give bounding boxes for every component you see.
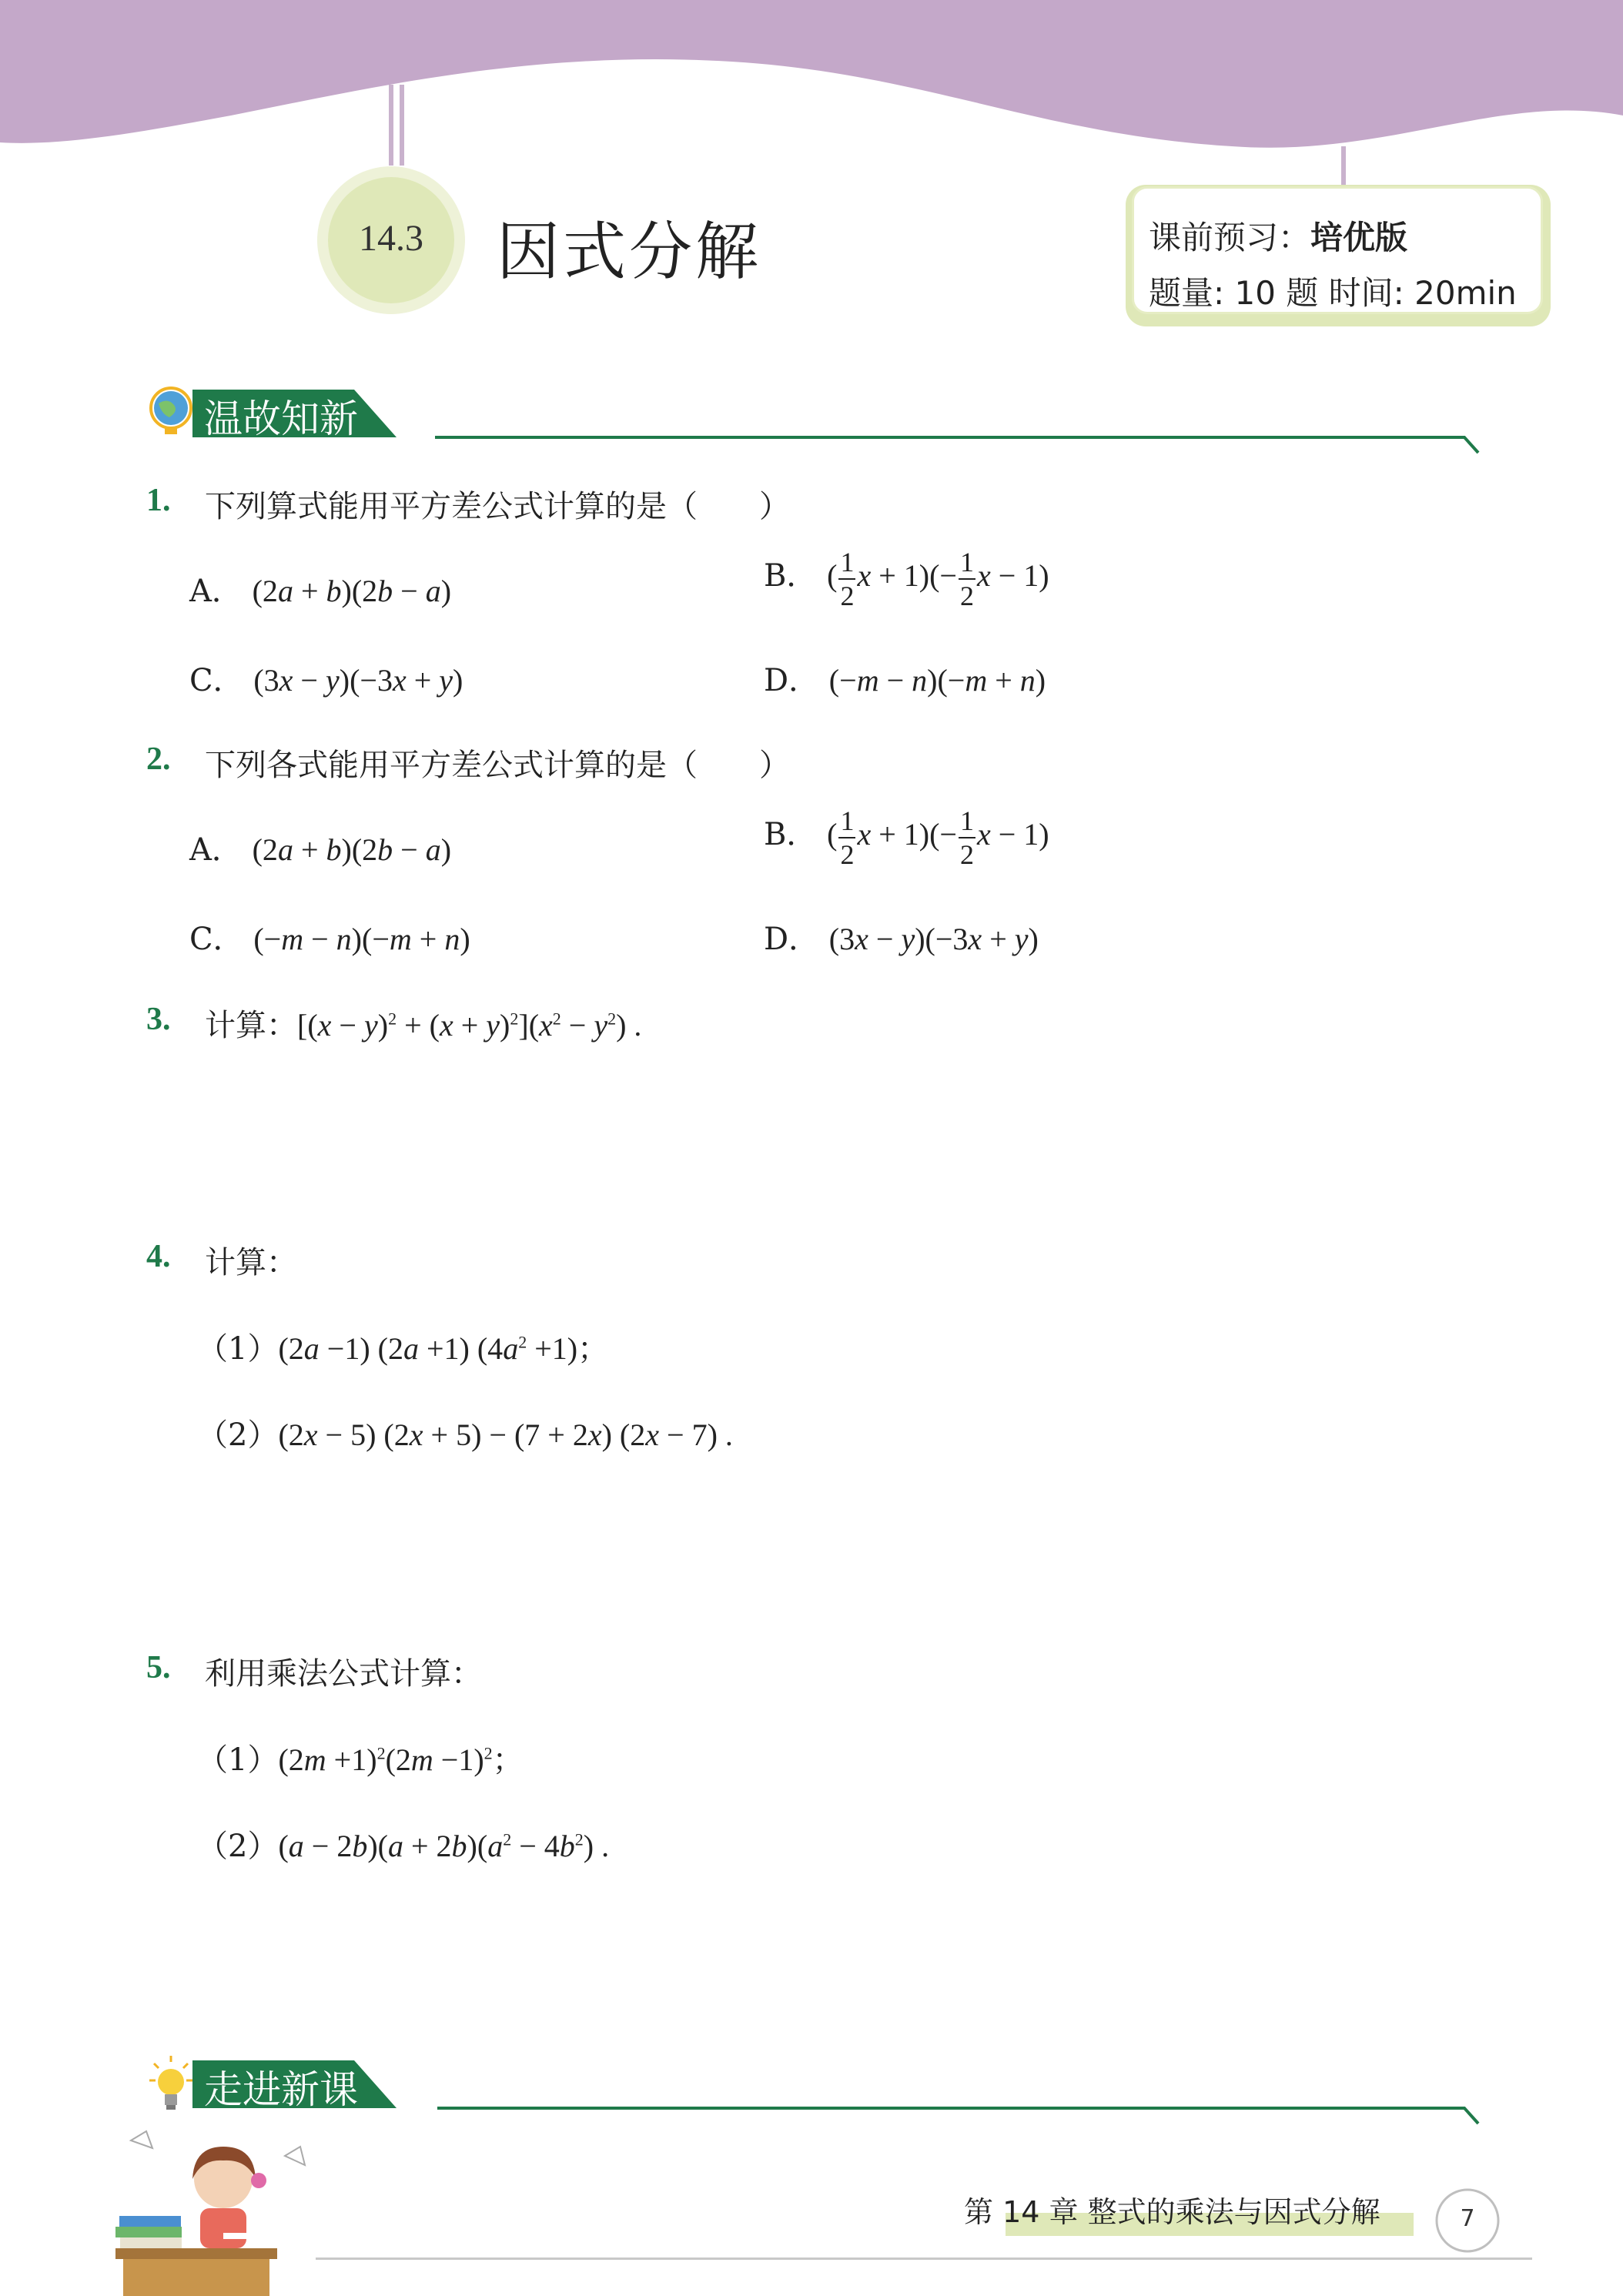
top-wave-decoration [0,0,1623,200]
question-text: 下列各式能用平方差公式计算的是（ ） [205,748,790,783]
page-number: 7 [1460,2205,1475,2232]
footer-chapter: 第 14 章 整式的乘法与因式分解 [964,2195,1380,2229]
option-c-expr: (3x − y)(−3x + y) [253,663,463,698]
question-3-expr: $[(x - y)^2 + (x + y)^2](x^2 - y^2)$ . [297,1008,642,1043]
question-text: 利用乘法公式计算： [205,1656,482,1692]
option-b[interactable]: B． ( $\frac{1}{2}$ x + 1)(− $\frac{1}{2}$ x − 1) [764,547,1049,611]
option-d-expr: (−m − n)(−m + n) [828,663,1046,698]
question-number: 1. [146,483,171,518]
option-d-expr: (3x − y)(−3x + y) [828,922,1039,956]
footer-line [316,2258,1532,2260]
option-a[interactable]: A． (2a + b)(2b − a) [189,832,452,868]
subquestion: （2）(2x − 5) (2x + 5) − (7 + 2x) (2x − 7) . [197,1417,733,1453]
question-text: 计算： [205,1245,297,1280]
info-line1: 课前预习：培优版 [1149,219,1408,256]
question-number: 2. [146,741,171,777]
page-title: 因式分解 [497,216,762,289]
section-title-new-lesson: 走进新课 [204,2067,358,2112]
option-a-expr: (2a + b)(2b − a) [252,574,452,608]
option-c[interactable]: C． (3x − y)(−3x + y) [189,663,463,698]
question-text: 下列算式能用平方差公式计算的是（ ） [205,489,790,524]
student-illustration [108,2125,323,2296]
subquestion: （1）(2a −1) (2a +1) $(4a^2 +1)$； [197,1331,609,1367]
option-c[interactable]: C． (−m − n)(−m + n) [189,922,470,957]
question-number: 5. [146,1650,171,1685]
subquestion: $(1)(2m +1)^2(2m -1)^2$； [197,1742,524,1778]
lesson-number: 14.3 [359,218,423,259]
globe-icon [148,385,194,439]
info-line2: 题量: 10 题 时间: 20min [1149,274,1517,312]
section-title-review: 温故知新 [204,397,358,441]
question-number: 4. [146,1239,171,1274]
option-c-expr: (−m − n)(−m + n) [253,922,470,956]
option-a[interactable]: A． (2a + b)(2b − a) [189,574,452,609]
option-d[interactable]: D． (3x − y)(−3x + y) [764,922,1039,957]
option-b-expr: ( $\frac{1}{2}$ x + 1)(− $\frac{1}{2}$ x − 1) [827,805,1049,870]
subquestion: $(2)(a - 2b)(a + 2b)(a^2 - 4b^2)$ . [197,1829,610,1864]
lightbulb-icon [148,2054,194,2116]
question-number: 3. [146,1002,171,1037]
option-b[interactable]: B． ( $\frac{1}{2}$ x + 1)(− $\frac{1}{2}$ x − 1) [764,805,1049,870]
question-text: 计算：$[(x - y)^2 + (x + y)^2](x^2 - y^2)$ . [205,1008,642,1043]
option-d[interactable]: D． (−m − n)(−m + n) [764,663,1046,698]
option-b-expr: ( $\frac{1}{2}$ x + 1)(− $\frac{1}{2}$ x − 1) [827,547,1049,611]
option-a-expr: (2a + b)(2b − a) [252,832,452,867]
